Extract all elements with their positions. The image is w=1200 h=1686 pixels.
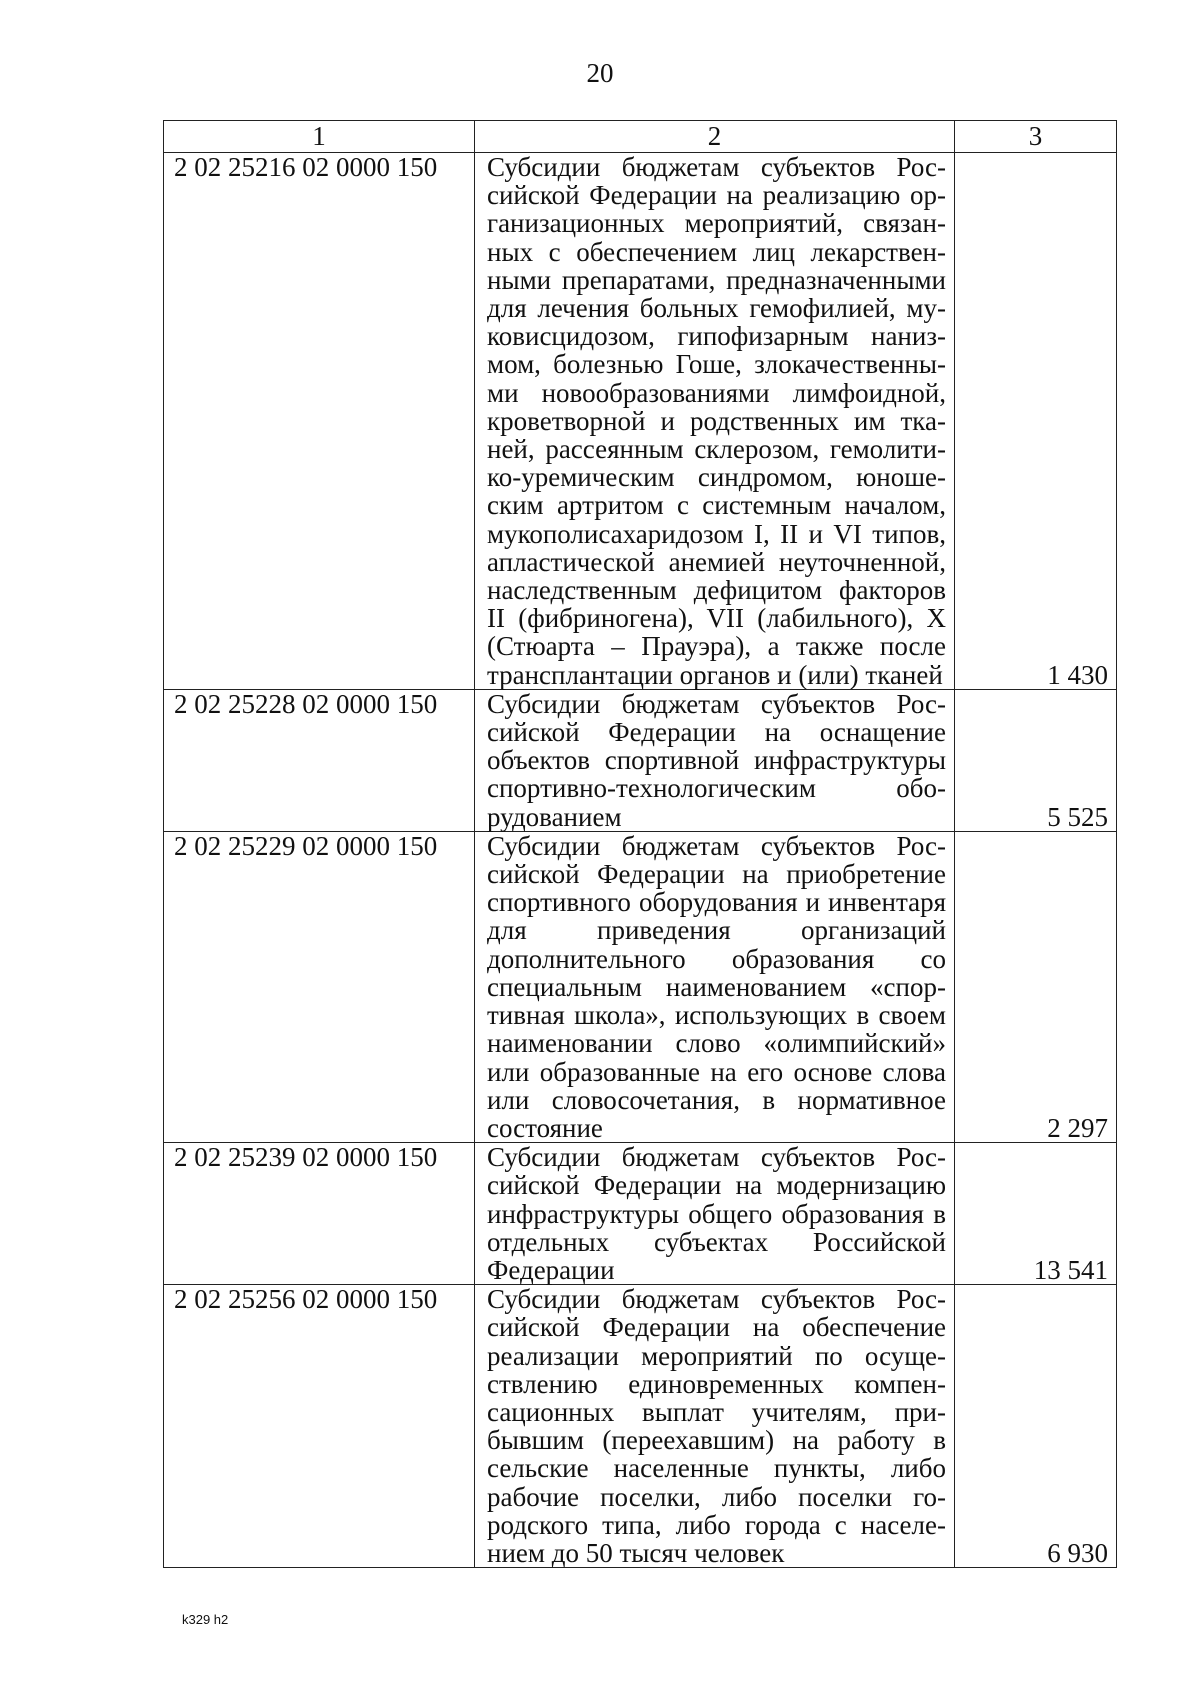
row-description: Субсидии бюджетам субъектов Российской Федерации на реализацию организационных мероприятий, связанных с обеспечением лиц лекарственными препаратами, предназначенными для лечения больных гемофилией, муковисцидозом, гипофизарным нанизмом, болезнью Гоше, злокачественными новообразованиями лимфоидной, кроветворной и родственных им тканей, рассеянным склерозом, гемолитико-уремическим синдромом, юношеским артритом с системным началом, мукополисахаридозом I, II и VI типов, апластической анемией неуточненной, наследственным дефицитом факторов II (фибриногена), VII (лабильного), X (Стюарта – Прауэра), а также после трансплантации органов и (или) тканей xyxy=(475,153,955,690)
row-code: 2 02 25228 02 0000 150 xyxy=(164,689,475,831)
column-header-code: 1 xyxy=(164,121,475,153)
page-number: 20 xyxy=(586,58,614,88)
column-header-description: 2 xyxy=(475,121,955,153)
row-amount: 13 541 xyxy=(955,1143,1117,1285)
budget-table xyxy=(163,120,1117,1568)
footer-mark: k329 h2 xyxy=(182,1612,229,1627)
row-description: Субсидии бюджетам субъектов Российской Федерации на обеспечение реализации мероприятий по осуществлению единовременных компенсационных выплат учителям, прибывшим (переехавшим) на работу в сельские населенные пункты, либо рабочие поселки, либо поселки городского типа, либо города с населением до 50 тысяч человек xyxy=(475,1285,955,1568)
row-description: Субсидии бюджетам субъектов Российской Федерации на модернизацию инфраструктуры общего образования в отдельных субъектах Российской Федерации xyxy=(475,1143,955,1285)
table-row xyxy=(164,1285,1117,1568)
table-row xyxy=(164,831,1117,1142)
table-row xyxy=(164,1143,1117,1285)
column-header-amount: 3 xyxy=(955,121,1117,153)
row-code: 2 02 25216 02 0000 150 xyxy=(164,153,475,690)
table-row xyxy=(164,689,1117,831)
row-description: Субсидии бюджетам субъектов Российской Федерации на оснащение объектов спортивной инфраструктуры спортивно-технологическим оборудованием xyxy=(475,689,955,831)
row-code: 2 02 25256 02 0000 150 xyxy=(164,1285,475,1568)
row-amount: 2 297 xyxy=(955,831,1117,1142)
row-amount: 6 930 xyxy=(955,1285,1117,1568)
row-description: Субсидии бюджетам субъектов Российской Федерации на приобретение спортивного оборудования и инвентаря для приведения организаций дополнительного образования со специальным наименованием «спортивная школа», использующих в своем наименовании слово «олимпийский» или образованные на его основе слова или словосочетания, в нормативное состояние xyxy=(475,831,955,1142)
table-header-row xyxy=(164,121,1117,153)
row-amount: 1 430 xyxy=(955,153,1117,690)
row-code: 2 02 25229 02 0000 150 xyxy=(164,831,475,1142)
table-row xyxy=(164,153,1117,690)
row-code: 2 02 25239 02 0000 150 xyxy=(164,1143,475,1285)
row-amount: 5 525 xyxy=(955,689,1117,831)
